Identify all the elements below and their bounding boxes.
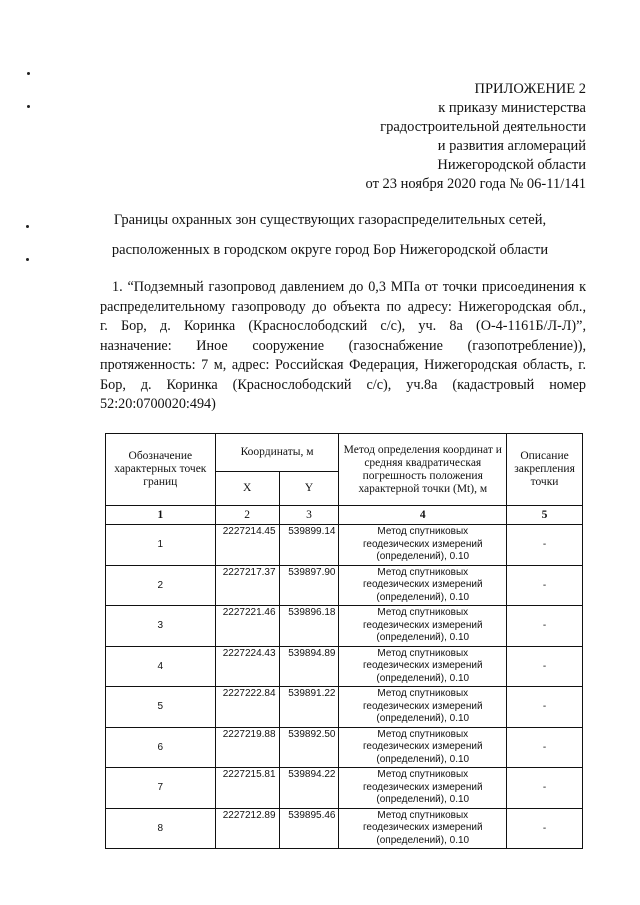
method-line: геодезических измерений (362, 822, 483, 833)
paragraph-line: 52:20:0700020:494) (100, 396, 216, 412)
coordinate-y: 539894.89 (279, 646, 339, 687)
table-row (106, 808, 583, 849)
coordinates-table (105, 433, 583, 849)
method-line: Метод спутниковых (377, 728, 469, 740)
method-line: Метод спутниковых (377, 647, 469, 659)
header-line: и развития агломераций (437, 138, 586, 154)
point-number: 5 (106, 687, 216, 728)
title-line: Границы охранных зон существующих газораспределительных сетей, (113, 212, 547, 228)
title-line: расположенных в городском округе город Бор Нижегородской области (111, 242, 549, 258)
coordinate-y: 539895.46 (279, 808, 339, 849)
point-number: 6 (106, 727, 216, 768)
method-cell (339, 808, 507, 849)
point-number: 3 (106, 606, 216, 647)
coordinate-y: 539891.22 (279, 687, 339, 728)
method-cell (339, 687, 507, 728)
method-line: геодезических измерений (362, 538, 483, 550)
coordinate-x: 2227221.46 (215, 606, 279, 647)
coordinate-x: 2227224.43 (215, 646, 279, 687)
method-line: Метод спутниковых (377, 566, 469, 578)
appendix-label: ПРИЛОЖЕНИЕ 2 (474, 81, 586, 97)
header-method: Метод определения координат и средняя квадратическая погрешность положения характерной точки (Mt), м (339, 434, 507, 506)
coordinate-y: 539897.90 (279, 565, 339, 606)
method-line: Метод спутниковых (377, 607, 469, 618)
method-line: геодезических измерений (362, 741, 483, 752)
fixing-description: - (507, 525, 583, 566)
table-row (106, 525, 583, 566)
scan-speck (27, 72, 30, 75)
point-number: 4 (106, 646, 216, 687)
coordinate-y: 539896.18 (279, 606, 339, 647)
coordinate-y: 539892.50 (279, 727, 339, 768)
coordinate-x: 2227217.37 (215, 565, 279, 606)
header-point-designation: Обозначение характерных точек границ (106, 434, 216, 506)
column-number: 1 (106, 506, 216, 525)
column-number: 4 (339, 506, 507, 525)
method-cell (339, 646, 507, 687)
column-number: 2 (215, 506, 279, 525)
column-number: 5 (507, 506, 583, 525)
document-title (60, 205, 600, 265)
fixing-description: - (507, 727, 583, 768)
method-line: геодезических измерений (362, 660, 483, 671)
table-row (106, 768, 583, 809)
paragraph-line: Бор, д. Коринка (Краснослободский с/с), уч.8а (кадастровый номер (100, 376, 586, 393)
paragraph-line: назначение: Иное сооружение (газоснабжение (газопотребление)), (100, 337, 586, 354)
point-number: 1 (106, 525, 216, 566)
table-row (106, 727, 583, 768)
object-description (100, 278, 586, 415)
appendix-header (366, 80, 586, 194)
method-cell (339, 606, 507, 647)
header-x: X (215, 472, 279, 506)
table-row (106, 687, 583, 728)
coordinate-x: 2227212.89 (215, 808, 279, 849)
coordinate-x: 2227219.88 (215, 727, 279, 768)
fixing-description: - (507, 565, 583, 606)
method-cell (339, 727, 507, 768)
method-line: геодезических измерений (362, 619, 483, 631)
method-line: (определений), 0.10 (376, 632, 470, 643)
fixing-description: - (507, 808, 583, 849)
method-line: Метод спутниковых (377, 809, 469, 821)
method-line: (определений), 0.10 (376, 672, 470, 684)
method-line: (определений), 0.10 (376, 551, 470, 562)
point-number: 7 (106, 768, 216, 809)
method-line: (определений), 0.10 (376, 753, 470, 765)
method-line: (определений), 0.10 (376, 794, 470, 805)
header-line: Нижегородской области (437, 157, 586, 173)
header-line: градостроительной деятельности (380, 119, 586, 135)
table-row (106, 606, 583, 647)
header-y: Y (279, 472, 339, 506)
header-description: Описание закрепления точки (507, 434, 583, 506)
header-coordinates: Координаты, м (215, 434, 339, 472)
paragraph-line: 1. “Подземный газопровод давлением до 0,3 МПа от точки присоединения к (112, 279, 586, 295)
method-line: Метод спутниковых (377, 526, 469, 537)
method-cell (339, 565, 507, 606)
method-cell (339, 768, 507, 809)
coordinate-y: 539899.14 (279, 525, 339, 566)
order-date-line: от 23 ноября 2020 года № 06-11/141 (365, 176, 586, 192)
table-row (106, 646, 583, 687)
fixing-description: - (507, 646, 583, 687)
table-row (106, 565, 583, 606)
method-line: геодезических измерений (362, 781, 483, 793)
method-line: Метод спутниковых (377, 769, 469, 780)
method-line: геодезических измерений (362, 579, 483, 590)
coordinate-x: 2227214.45 (215, 525, 279, 566)
method-cell (339, 525, 507, 566)
point-number: 8 (106, 808, 216, 849)
method-line: (определений), 0.10 (376, 834, 470, 846)
paragraph-line: протяженность: 7 м, адрес: Российская Федерация, Нижегородская область, г. (100, 357, 586, 373)
coordinate-y: 539894.22 (279, 768, 339, 809)
method-line: Метод спутниковых (377, 688, 469, 699)
point-number: 2 (106, 565, 216, 606)
header-line: к приказу министерства (438, 100, 586, 116)
column-number: 3 (279, 506, 339, 525)
scan-speck (26, 225, 29, 228)
coordinate-x: 2227215.81 (215, 768, 279, 809)
method-line: геодезических измерений (362, 700, 483, 712)
column-numbers-row (106, 506, 583, 525)
fixing-description: - (507, 606, 583, 647)
scan-speck (27, 105, 30, 108)
method-line: (определений), 0.10 (376, 713, 470, 724)
fixing-description: - (507, 687, 583, 728)
scan-speck (26, 258, 29, 261)
fixing-description: - (507, 768, 583, 809)
paragraph-line: г. Бор, д. Коринка (Краснослободский с/с), уч. 8а (О-4-1161Б/Л-Л)”, (100, 318, 586, 334)
coordinate-x: 2227222.84 (215, 687, 279, 728)
paragraph-line: распределительному газопроводу до объекта по адресу: Нижегородская обл., (100, 298, 586, 315)
method-line: (определений), 0.10 (376, 591, 470, 603)
